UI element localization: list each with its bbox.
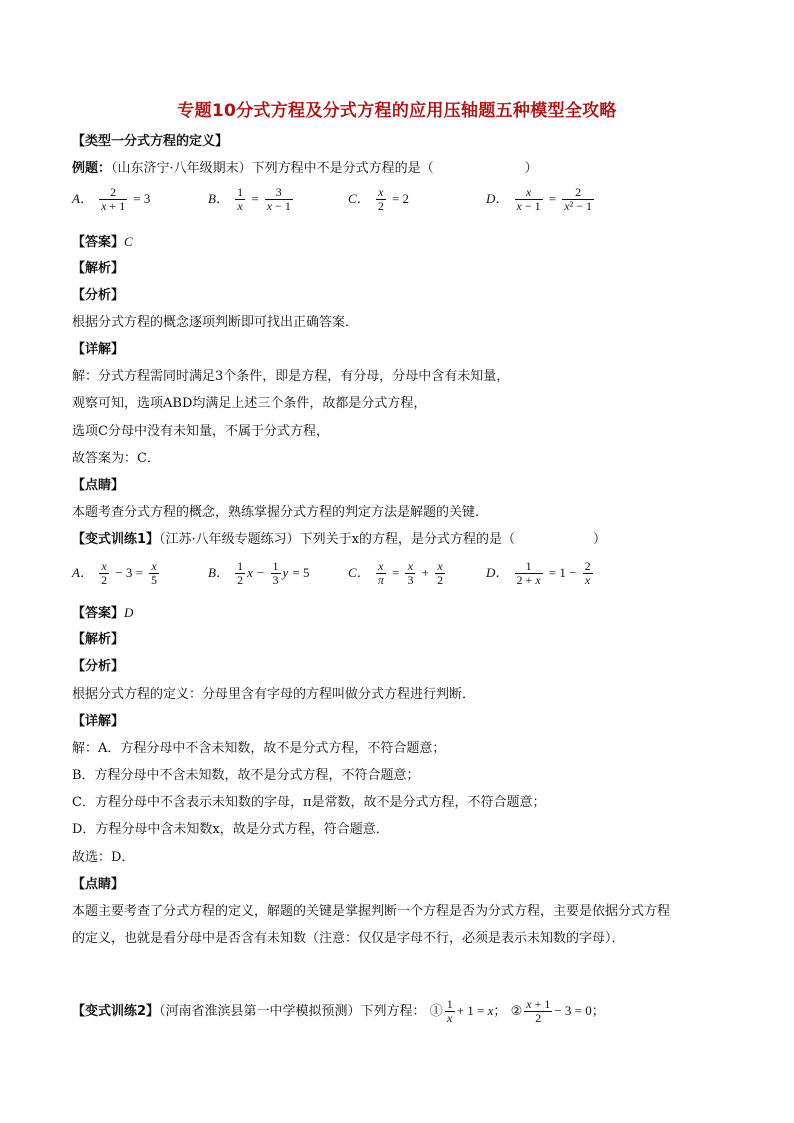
dianjing-text: 本题主要考查了分式方程的定义，解题的关键是掌握判断一个方程是否为分式方程，主要是依据分式方程	[72, 904, 671, 919]
variant1-option-b: B． $\frac{1}{2}$ x − $\frac{1}{3}$ y = 5	[208, 559, 310, 587]
detail-line: D．方程分母中含未知数x，故是分式方程，符合题意．	[72, 822, 389, 837]
example-option-a: A． $\frac{2}{x + 1}$ = 3	[72, 185, 151, 213]
jiexi-label: 【解析】	[72, 632, 125, 647]
answer-value: D	[124, 605, 134, 620]
dianjing-text: 本题考查分式方程的概念，熟练掌握分式方程的判定方法是解题的关键．	[72, 505, 489, 520]
detail-line: 故答案为：C．	[72, 451, 160, 466]
answer-line	[72, 232, 133, 253]
dianjing-text: 的定义，也就是看分母中是否含有未知数（注意：仅仅是字母不行，必须是表示未知数的字母）．	[72, 931, 625, 946]
page-title: 专题10分式方程及分式方程的应用压轴题五种模型全攻略	[177, 101, 617, 121]
answer-label: 【答案】	[72, 235, 125, 250]
variant1-option-c: C． $\frac{x}{\pi}$ = $\frac{x}{3}$ + $\frac{x}{2}$	[348, 559, 444, 587]
xiangjie-label: 【详解】	[72, 342, 125, 357]
detail-line: 选项C分母中没有未知量，不属于分式方程，	[72, 424, 329, 439]
variant1-option-d: D． $\frac{1}{2 + x}$ = 1 − $\frac{2}{x}$	[486, 559, 591, 587]
fenxi-text: 根据分式方程的概念逐项判断即可找出正确答案．	[72, 315, 359, 330]
example-option-b: B． $\frac{1}{x}$ = $\frac{3}{x - 1}$	[208, 185, 291, 213]
example-label: 例题：	[72, 161, 112, 176]
variant1-question	[72, 530, 606, 550]
detail-line: C．方程分母中不含表示未知数的字母，π是常数，故不是分式方程，不符合题意；	[72, 795, 546, 810]
example-question	[72, 159, 538, 179]
variant2-label: 【变式训练2】	[72, 1004, 160, 1019]
answer-value: C	[124, 234, 133, 249]
dianjing-label: 【点睛】	[72, 877, 125, 892]
fenxi-text: 根据分式方程的定义：分母里含有字母的方程叫做分式方程进行判断．	[72, 687, 476, 702]
example-text: （山东济宁·八年级期末）下列方程中不是分式方程的是（ ）	[111, 161, 538, 176]
detail-line: B．方程分母中不含未知数，故不是分式方程，不符合题意；	[72, 768, 420, 783]
detail-line: 解：A．方程分母中不含未知数，故不是分式方程，不符合题意；	[72, 741, 446, 756]
variant2-eq2: ② $\frac{x + 1}{2}$ − 3 = 0；	[510, 997, 605, 1025]
variant1-text: （江苏·八年级专题练习）下列关于x的方程，是分式方程的是（ ）	[159, 532, 607, 547]
detail-line: 观察可知，选项ABD均满足上述三个条件，故都是分式方程，	[72, 396, 427, 411]
detail-line: 故选：D．	[72, 850, 135, 865]
variant2-eq1: ① $\frac{1}{x}$ + 1 = x；	[429, 997, 507, 1025]
variant2-question	[72, 998, 605, 1025]
dianjing-label: 【点睛】	[72, 478, 125, 493]
example-option-d: D． $\frac{x}{x - 1}$ = $\frac{2}{\text{x² − 1}}$	[486, 185, 592, 213]
fenxi-label: 【分析】	[72, 659, 125, 674]
variant1-option-a: A． $\frac{x}{2}$ − 3 = $\frac{x}{5}$	[72, 559, 158, 587]
variant2-text: （河南省淮滨县第一中学模拟预测）下列方程：	[159, 1004, 426, 1019]
xiangjie-label: 【详解】	[72, 714, 125, 729]
section-heading: 【类型一分式方程的定义】	[72, 134, 229, 149]
variant1-answer	[72, 603, 133, 624]
jiexi-label: 【解析】	[72, 261, 125, 276]
variant1-label: 【变式训练1】	[72, 532, 160, 547]
fenxi-label: 【分析】	[72, 288, 125, 303]
answer-label: 【答案】	[72, 606, 125, 621]
example-option-c: C． $\frac{x}{2}$ = 2	[348, 185, 410, 213]
detail-line: 解：分式方程需同时满足3个条件，即是方程，有分母，分母中含有未知量，	[72, 369, 510, 384]
